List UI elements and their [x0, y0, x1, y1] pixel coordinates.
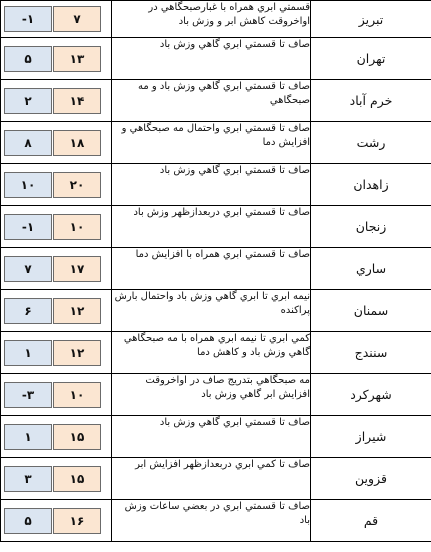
forecast-text: صاف تا قسمتي ابري گاهي وزش باد [112, 416, 311, 458]
forecast-text: صاف تا قسمتي ابري گاهي وزش باد و مه صبحگاهي [112, 80, 311, 122]
max-temperature: ۷ [53, 6, 101, 32]
max-temperature: ۱۵ [53, 424, 101, 450]
temperature-cell [1, 290, 112, 332]
forecast-text: صاف تا کمي ابري دربعدازظهر افزايش ابر [112, 458, 311, 500]
temperature-pair [1, 88, 111, 114]
max-temperature: ۱۰ [53, 382, 101, 408]
table-row [1, 290, 431, 332]
max-temperature: ۱۲ [53, 340, 101, 366]
temperature-cell [1, 374, 112, 416]
temperature-pair [1, 214, 111, 240]
forecast-text: صاف تا قسمتي ابري دربعدازظهر وزش باد [112, 206, 311, 248]
min-temperature: -۱ [4, 6, 52, 32]
max-temperature: ۱۰ [53, 214, 101, 240]
forecast-text: صاف تا قسمتي ابري همراه با افزايش دما [112, 248, 311, 290]
max-temperature: ۱۳ [53, 46, 101, 72]
city-name: شهرکرد [311, 374, 431, 416]
temperature-pair [1, 256, 111, 282]
min-temperature: -۳ [4, 382, 52, 408]
city-name: قزوين [311, 458, 431, 500]
min-temperature: ۱۰ [4, 172, 52, 198]
temperature-cell [1, 458, 112, 500]
temperature-cell [1, 80, 112, 122]
city-name: سمنان [311, 290, 431, 332]
temperature-pair [1, 466, 111, 492]
temperature-cell [1, 122, 112, 164]
table-row [1, 206, 431, 248]
max-temperature: ۱۶ [53, 508, 101, 534]
max-temperature: ۱۵ [53, 466, 101, 492]
temperature-pair [1, 46, 111, 72]
city-name: ساري [311, 248, 431, 290]
temperature-pair [1, 130, 111, 156]
max-temperature: ۱۴ [53, 88, 101, 114]
city-name: زنجان [311, 206, 431, 248]
forecast-text: صاف تا قسمتي ابري گاهي وزش باد [112, 38, 311, 80]
max-temperature: ۱۸ [53, 130, 101, 156]
table-row [1, 500, 431, 542]
temperature-cell [1, 38, 112, 80]
temperature-cell [1, 500, 112, 542]
temperature-pair [1, 424, 111, 450]
temperature-cell [1, 248, 112, 290]
city-name: شيراز [311, 416, 431, 458]
min-temperature: ۷ [4, 256, 52, 282]
forecast-text: قسمتي ابري همراه با غبارصبحگاهي در اواخروقت کاهش ابر و وزش باد [112, 1, 311, 38]
table-row [1, 164, 431, 206]
forecast-text: نيمه ابري تا ابري گاهي وزش باد واحتمال بارش پراکنده [112, 290, 311, 332]
table-row [1, 248, 431, 290]
table-row [1, 1, 431, 38]
temperature-cell [1, 416, 112, 458]
temperature-pair [1, 298, 111, 324]
temperature-cell [1, 1, 112, 38]
city-name: رشت [311, 122, 431, 164]
table-row [1, 416, 431, 458]
city-name: تهران [311, 38, 431, 80]
city-name: قم [311, 500, 431, 542]
temperature-pair [1, 340, 111, 366]
min-temperature: ۲ [4, 88, 52, 114]
temperature-pair [1, 508, 111, 534]
temperature-pair [1, 172, 111, 198]
min-temperature: ۸ [4, 130, 52, 156]
temperature-cell [1, 332, 112, 374]
max-temperature: ۱۷ [53, 256, 101, 282]
city-name: خرم آباد [311, 80, 431, 122]
table-row [1, 458, 431, 500]
table-row [1, 374, 431, 416]
temperature-pair [1, 382, 111, 408]
forecast-text: صاف تا قسمتي ابري در بعضي ساعات وزش باد [112, 500, 311, 542]
city-name: تبریز [311, 1, 431, 38]
table-row [1, 122, 431, 164]
min-temperature: ۳ [4, 466, 52, 492]
max-temperature: ۱۲ [53, 298, 101, 324]
city-name: سنندج [311, 332, 431, 374]
table-body [1, 1, 431, 542]
min-temperature: ۵ [4, 46, 52, 72]
min-temperature: ۵ [4, 508, 52, 534]
forecast-text: مه صبحگاهي بتدريج صاف در اواخروقت افزايش ابر گاهي وزش باد [112, 374, 311, 416]
max-temperature: ۲۰ [53, 172, 101, 198]
min-temperature: -۱ [4, 214, 52, 240]
temperature-cell [1, 206, 112, 248]
min-temperature: ۱ [4, 340, 52, 366]
temperature-pair [1, 6, 111, 32]
table-row [1, 38, 431, 80]
city-name: زاهدان [311, 164, 431, 206]
forecast-text: صاف تا قسمتي ابري واحتمال مه صبحگاهي و افزايش دما [112, 122, 311, 164]
forecast-text: صاف تا قسمتي ابري گاهي وزش باد [112, 164, 311, 206]
temperature-cell [1, 164, 112, 206]
forecast-text: کمي ابري تا نيمه ابري همراه با مه صبحگاهي گاهي وزش باد و کاهش دما [112, 332, 311, 374]
min-temperature: ۶ [4, 298, 52, 324]
table-row [1, 332, 431, 374]
table-row [1, 80, 431, 122]
min-temperature: ۱ [4, 424, 52, 450]
